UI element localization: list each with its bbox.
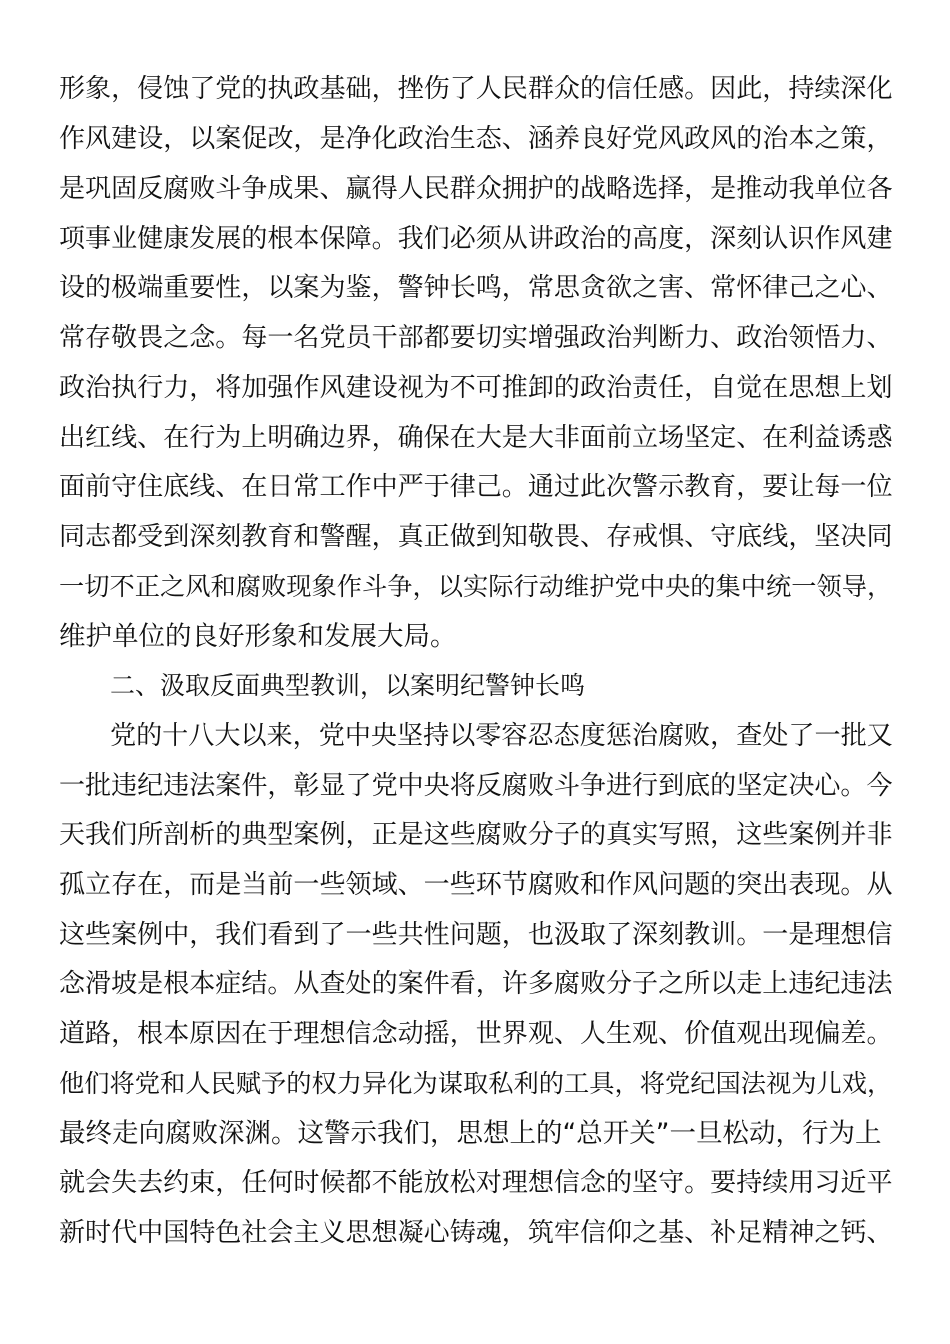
paragraph-line: 作风建设，以案促改，是净化政治生态、涵养良好党风政风的治本之策， bbox=[59, 124, 893, 154]
paragraph-line: 维护单位的良好形象和发展大局。 bbox=[59, 621, 457, 652]
paragraph-line: 最终走向腐败深渊。这警示我们，思想上的“总开关”一旦松动，行为上 bbox=[59, 1118, 882, 1149]
section-heading: 二、汲取反面典型教训，以案明纪警钟长鸣 bbox=[110, 671, 586, 700]
paragraph-line: 党的十八大以来，党中央坚持以零容忍态度惩治腐败，查处了一批又 bbox=[110, 721, 893, 751]
paragraph-line: 一切不正之风和腐败现象作斗争，以实际行动维护党中央的集中统一领导， bbox=[59, 572, 893, 601]
paragraph-line: 新时代中国特色社会主义思想凝心铸魂，筑牢信仰之基、补足精神之钙、 bbox=[59, 1218, 893, 1248]
paragraph-line: 就会失去约束，任何时候都不能放松对理想信念的坚守。要持续用习近平 bbox=[59, 1168, 893, 1198]
paragraph-line: 他们将党和人民赋予的权力异化为谋取私利的工具，将党纪国法视为儿戏， bbox=[59, 1069, 893, 1098]
paragraph-line: 政治执行力，将加强作风建设视为不可推卸的政治责任，自觉在思想上划 bbox=[59, 373, 893, 403]
paragraph-line: 一批违纪违法案件，彰显了党中央将反腐败斗争进行到底的坚定决心。今 bbox=[59, 771, 893, 801]
paragraph-line: 同志都受到深刻教育和警醒，真正做到知敬畏、存戒惧、守底线，坚决同 bbox=[59, 522, 893, 552]
paragraph-line: 念滑坡是根本症结。从查处的案件看，许多腐败分子之所以走上违纪违法 bbox=[59, 969, 893, 999]
paragraph-line: 形象，侵蚀了党的执政基础，挫伤了人民群众的信任感。因此，持续深化 bbox=[59, 74, 893, 104]
paragraph-line: 孤立存在，而是当前一些领域、一些环节腐败和作风问题的突出表现。从 bbox=[59, 870, 893, 900]
paragraph-line: 出红线、在行为上明确边界，确保在大是大非面前立场坚定、在利益诱惑 bbox=[59, 423, 893, 453]
paragraph-line: 这些案例中，我们看到了一些共性问题，也汲取了深刻教训。一是理想信 bbox=[59, 920, 893, 950]
paragraph-line: 项事业健康发展的根本保障。我们必须从讲政治的高度，深刻认识作风建 bbox=[59, 224, 893, 254]
paragraph-line: 设的极端重要性，以案为鉴，警钟长鸣，常思贪欲之害、常怀律己之心、 bbox=[59, 273, 893, 303]
paragraph-line: 天我们所剖析的典型案例，正是这些腐败分子的真实写照，这些案例并非 bbox=[59, 820, 893, 850]
paragraph-line: 常存敬畏之念。每一名党员干部都要切实增强政治判断力、政治领悟力、 bbox=[59, 323, 893, 353]
paragraph-line: 道路，根本原因在于理想信念动摇，世界观、人生观、价值观出现偏差。 bbox=[59, 1019, 893, 1049]
paragraph-line: 是巩固反腐败斗争成果、赢得人民群众拥护的战略选择，是推动我单位各 bbox=[59, 174, 893, 204]
paragraph-line: 面前守住底线、在日常工作中严于律己。通过此次警示教育，要让每一位 bbox=[59, 472, 893, 502]
